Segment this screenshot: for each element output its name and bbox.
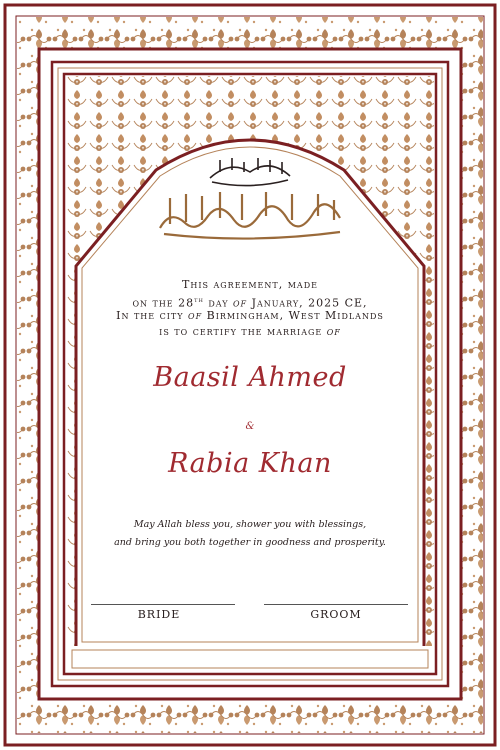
date-day-word: day <box>203 296 233 310</box>
ampersand: & <box>245 421 255 432</box>
certify-of-word: of <box>326 325 341 338</box>
date-of-word: of <box>233 296 248 310</box>
city-rest: Birmingham, West Midlands <box>202 309 384 322</box>
bride-signature-line <box>91 604 235 605</box>
city-prefix: In the city <box>116 309 189 322</box>
date-suffix: th <box>194 296 204 304</box>
certify-prefix: is to certify the marriage <box>159 325 327 338</box>
arabic-calligraphy-emblem <box>150 150 350 245</box>
blessing-line-2: and bring you both together in goodness and prosperity. <box>114 537 386 548</box>
groom-label: GROOM <box>310 608 362 621</box>
blessing-line-1: May Allah bless you, shower you with blessings, <box>133 519 367 530</box>
agreement-text: This agreement, made <box>182 278 318 291</box>
date-rest: January, 2025 CE, <box>247 296 368 310</box>
certify-line <box>0 324 500 340</box>
agreement-line <box>0 277 500 293</box>
city-line <box>0 308 500 324</box>
partner-two-name: Rabia Khan <box>168 448 332 479</box>
date-prefix: on the 28 <box>132 296 195 310</box>
partner-one-name: Baasil Ahmed <box>153 362 347 393</box>
bride-label: BRIDE <box>137 608 181 621</box>
groom-signature-line <box>264 604 408 605</box>
city-of-word: of <box>188 309 203 322</box>
